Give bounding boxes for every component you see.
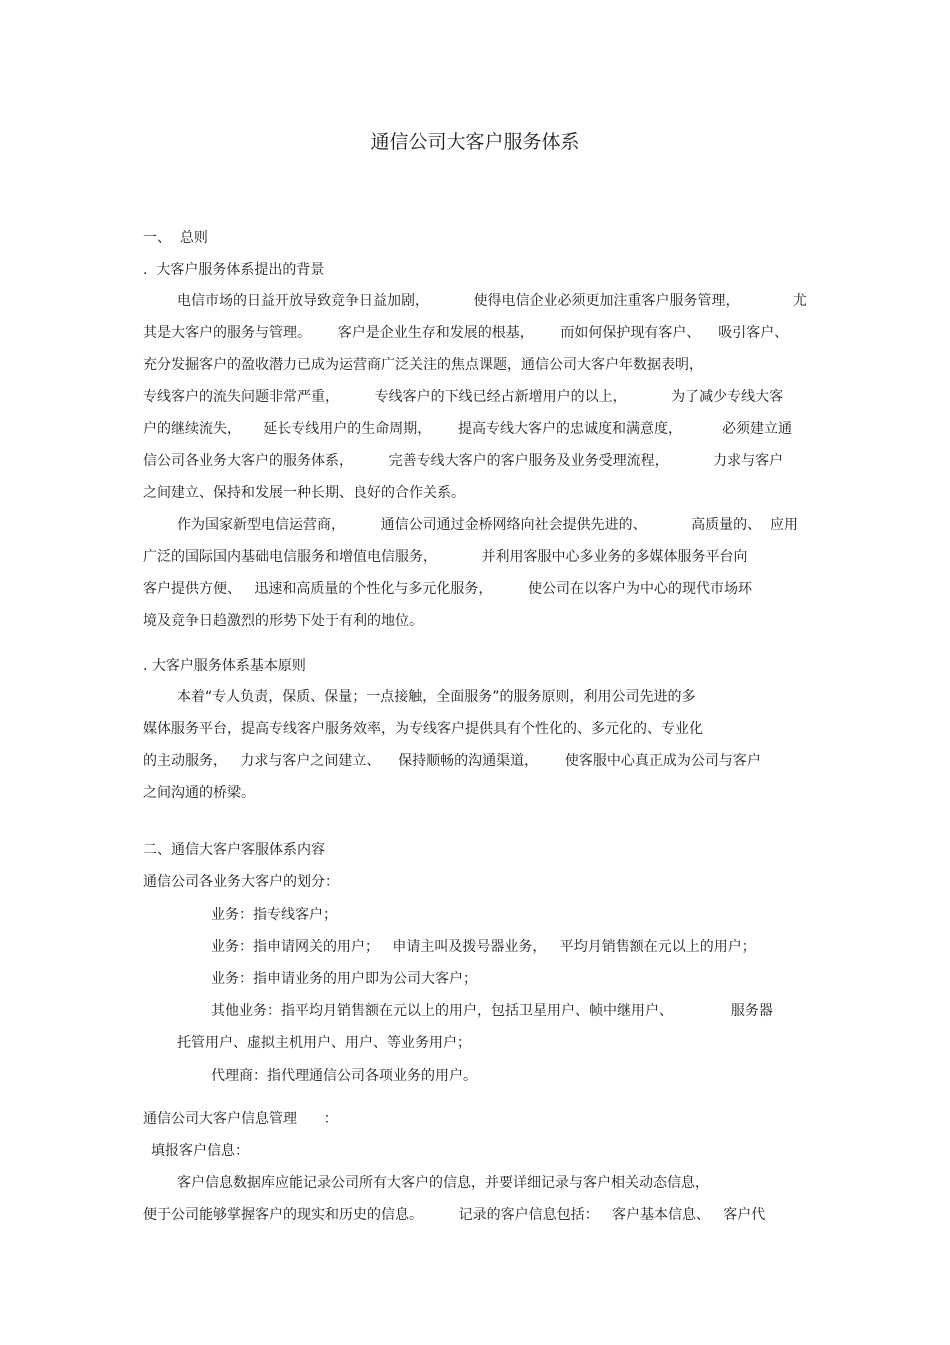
section-heading: 一、 总则 <box>143 230 208 246</box>
list-item: 其他业务：指平均月销售额在元以上的用户，包括卫星用户、帧中继用户、 服务器 <box>211 1003 773 1019</box>
paragraph-line: 通信公司各业务大客户的划分： <box>143 874 339 890</box>
paragraph-line: 媒体服务平台，提高专线客户服务效率，为专线客户提供具有个性化的、多元化的、专业化 <box>143 721 703 737</box>
paragraph-line: 本着“专人负责，保质、保量；一点接触，全面服务”的服务原则，利用公司先进的多 <box>177 689 696 705</box>
paragraph-line: 信公司各业务大客户的服务体系， 完善专线大客户的客户服务及业务受理流程， 力求与客户 <box>143 453 784 469</box>
subsection-heading: . 大客户服务体系基本原则 <box>143 658 306 674</box>
paragraph-line: 之间建立、保持和发展一种长期、良好的合作关系。 <box>143 485 465 501</box>
list-item-continuation: 托管用户、虚拟主机用户、用户、等业务用户； <box>177 1035 471 1051</box>
subsection-heading: 填报客户信息： <box>151 1143 249 1159</box>
paragraph-line: 之间沟通的桥梁。 <box>143 785 255 801</box>
list-item: 业务：指申请业务的用户即为公司大客户； <box>211 971 477 987</box>
paragraph-line: 其是大客户的服务与管理。 客户是企业生存和发展的根基， 而如何保护现有客户、 吸引客户、 <box>143 325 789 341</box>
paragraph-line: 客户信息数据库应能记录公司所有大客户的信息，并要详细记录与客户相关动态信息， <box>177 1175 709 1191</box>
subsection-heading: 通信公司大客户信息管理 ： <box>143 1111 338 1127</box>
paragraph-line: 客户提供方便、 迅速和高质量的个性化与多元化服务， 使公司在以客户为中心的现代市场环 <box>143 581 752 597</box>
paragraph-line: 专线客户的流失问题非常严重， 专线客户的下线已经占新增用户的以上， 为了减少专线大客 <box>143 389 784 405</box>
list-item: 业务：指专线客户； <box>211 907 337 923</box>
section-heading: 二、通信大客户客服体系内容 <box>143 842 325 858</box>
paragraph-line: 境及竞争日趋激烈的形势下处于有利的地位。 <box>143 613 423 629</box>
paragraph-line: 作为国家新型电信运营商， 通信公司通过金桥网络向社会提供先进的、 高质量的、 应用 <box>177 517 799 533</box>
paragraph-line: 充分发掘客户的盈收潜力已成为运营商广泛关注的焦点课题，通信公司大客户年数据表明， <box>143 357 703 373</box>
paragraph-line: 广泛的国际国内基础电信服务和增值电信服务， 并利用客服中心多业务的多媒体服务平台向 <box>143 549 748 565</box>
document-title: 通信公司大客户服务体系 <box>370 131 580 153</box>
list-item: 代理商：指代理通信公司各项业务的用户。 <box>211 1068 477 1084</box>
subsection-heading: . 大客户服务体系提出的背景 <box>143 262 325 278</box>
paragraph-line: 的主动服务， 力求与客户之间建立、 保持顺畅的沟通渠道， 使客服中心真正成为公司与客户 <box>143 753 761 769</box>
list-item: 业务：指申请网关的用户； 申请主叫及拨号器业务， 平均月销售额在元以上的用户； <box>211 939 756 955</box>
paragraph-line: 户的继续流失， 延长专线用户的生命周期， 提高专线大客户的忠诚度和满意度， 必须建立通 <box>143 421 793 437</box>
paragraph-line: 电信市场的日益开放导致竞争日益加剧， 使得电信企业必须更加注重客户服务管理， 尤 <box>177 293 807 309</box>
paragraph-line: 便于公司能够掌握客户的现实和历史的信息。 记录的客户信息包括： 客户基本信息、 客户代 <box>143 1207 766 1223</box>
